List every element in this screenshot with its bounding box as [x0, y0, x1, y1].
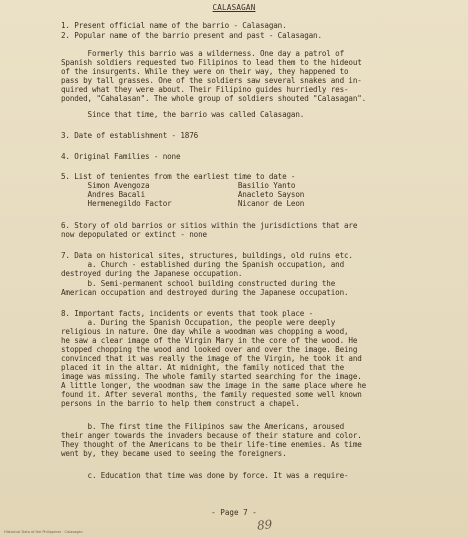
line-27: stopped chopping the wood and looked over and over the image. Being	[61, 345, 358, 354]
line-14: Andres Bacali Anacleto Sayson	[61, 190, 305, 199]
line-23: 8. Important facts, incidents or events that took place -	[61, 309, 314, 318]
line-4: Spanish soldiers requested two Filipinos to lead them to the hideout	[61, 58, 362, 67]
line-3: Formerly this barrio was a wilderness. One day a patrol of	[61, 49, 344, 58]
document-title: CALASAGAN	[212, 3, 256, 12]
line-34: b. The first time the Filipinos saw the Americans, aroused	[61, 422, 344, 431]
line-31: A little longer, the woodman saw the image in the same place where he	[61, 381, 367, 390]
line-7: quired what they were about. Their Filipino guides hurriedly res-	[61, 85, 349, 94]
line-18: 7. Data on historical sites, structures, buildings, old ruins etc.	[61, 251, 353, 260]
line-1: 1. Present official name of the barrio - Calasagan.	[61, 21, 287, 30]
line-20: destroyed during the Japanese occupation.	[61, 269, 243, 278]
line-16: 6. Story of old barrios or sitios within the jurisdictions that are	[61, 221, 358, 230]
line-38: c. Education that time was done by force. It was a require-	[61, 471, 349, 480]
page-number: - Page 7 -	[211, 508, 257, 517]
line-35: their anger towards the invaders because of their stature and color.	[61, 431, 362, 440]
line-5: of the insurgents. While they were on their way, they happened to	[61, 67, 349, 76]
line-37: went by, they became used to seeing the foreigners.	[61, 449, 287, 458]
line-13: Simon Avengoza Basilio Yanto	[61, 181, 296, 190]
line-2: 2. Popular name of the barrio present and past - Calasagan.	[61, 31, 322, 40]
line-28: convinced that it was really the image of the Virgin, he took it and	[61, 354, 362, 363]
line-19: a. Church - established during the Spanish occupation, and	[61, 260, 344, 269]
line-21: b. Semi-permanent school building constructed during the	[61, 279, 336, 288]
line-33: persons in the barrio to help them construct a chapel.	[61, 399, 300, 408]
handwritten-page-mark: 89	[256, 517, 273, 533]
line-30: image was missing. The whole family started searching for the image.	[61, 372, 362, 381]
line-9: Since that time, the barrio was called Calasagan.	[61, 110, 305, 119]
line-15: Hermenegildo Factor Nicanor de Leon	[61, 199, 305, 208]
line-26: he saw a clear image of the Virgin Mary in the core of the wood. He	[61, 336, 358, 345]
line-25: religious in nature. One day while a woodman was chopping a wood,	[61, 327, 349, 336]
line-12: 5. List of tenientes from the earliest time to date -	[61, 172, 296, 181]
line-29: placed it in the altar. At midnight, the family noticed that the	[61, 363, 344, 372]
line-17: now depopulated or extinct - none	[61, 230, 207, 239]
line-10: 3. Date of establishment - 1876	[61, 131, 199, 140]
line-8: ponded, "Cahalasan". The whole group of soldiers shouted "Calasagan".	[61, 94, 367, 103]
line-36: They thought of the Americans to be their life-time enemies. As time	[61, 440, 362, 449]
line-32: found it. After several months, the family requested some well known	[61, 390, 362, 399]
line-11: 4. Original Families - none	[61, 152, 181, 161]
archive-caption: Historical Data of the Philippines · Calasagan	[4, 530, 83, 534]
line-24: a. During the Spanish Occupation, the people were deeply	[61, 318, 336, 327]
line-22: American occupation and destroyed during the Japanese occupation.	[61, 288, 349, 297]
line-6: pass by tall grasses. One of the soldiers saw several snakes and in-	[61, 76, 362, 85]
